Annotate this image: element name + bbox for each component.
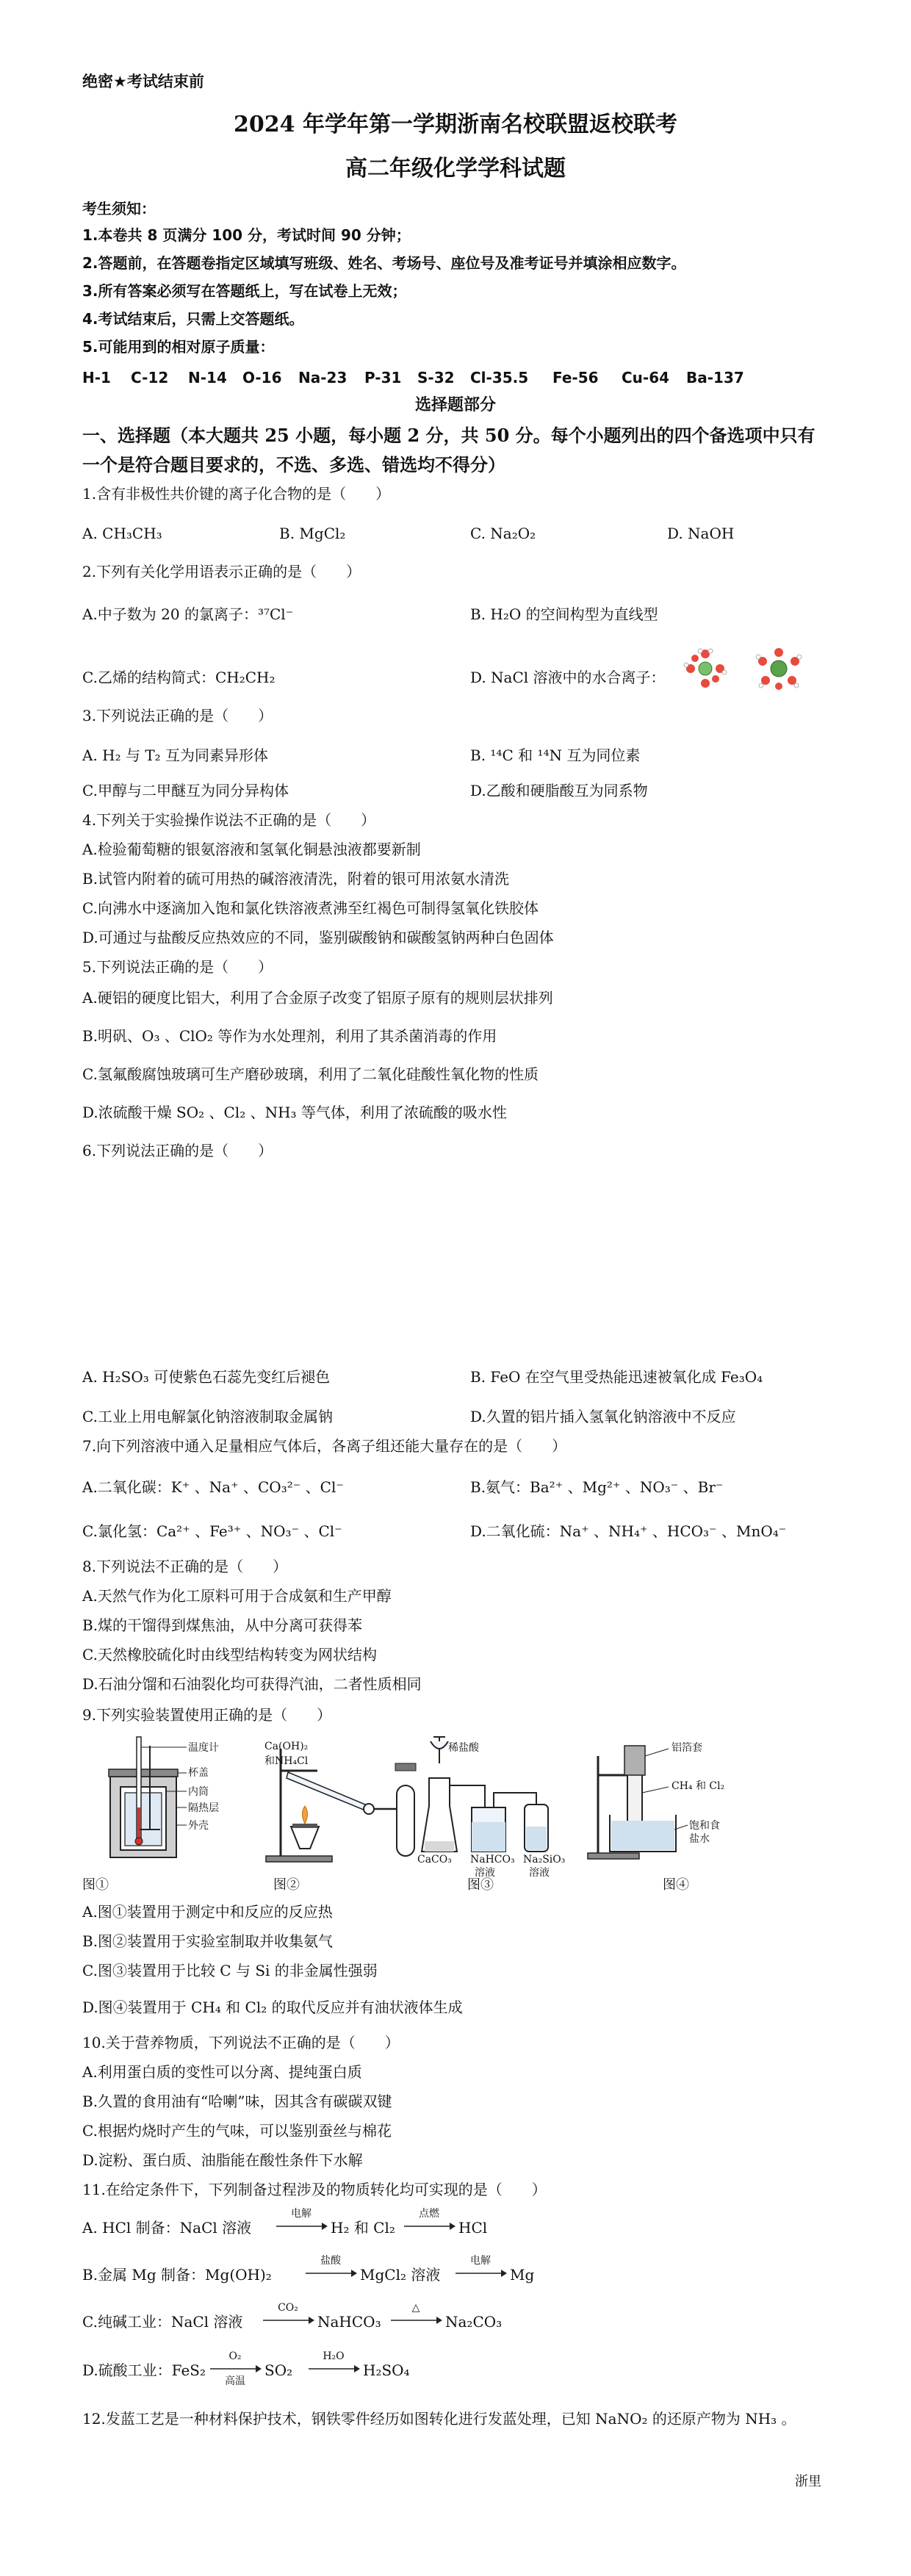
chain-product: HCl [458,2219,488,2237]
figure-1-label: 外壳 [188,1820,209,1832]
figure-3-label: 溶液 [529,1867,550,1879]
figure-4-label: CH₄ 和 Cl₂ [671,1780,725,1792]
question-option: C.氯化氢：Ca²⁺ 、Fe³⁺ 、NO₃⁻ 、Cl⁻ [82,1522,342,1540]
question-option: A.硬铝的硬度比铝大，利用了合金原子改变了铝原子原有的规则层状排列 [82,989,553,1007]
notice-heading: 考生须知： [82,200,156,217]
arrow-condition: 高温 [225,2375,245,2387]
chain-product: Mg [510,2266,535,2284]
question-stem: 9.下列实验装置使用正确的是（ ） [82,1706,332,1724]
figure-caption: 图③ [467,1877,494,1893]
question-option: B. MgCl₂ [279,525,346,542]
atomic-mass: C-12 [131,369,169,386]
chain-product: H₂SO₄ [363,2361,410,2379]
question-option: D.二氧化硫：Na⁺ 、NH₄⁺ 、HCO₃⁻ 、MnO₄⁻ [470,1522,787,1540]
atomic-mass: O-16 [242,369,282,386]
question-option: B. FeO 在空气里受热能迅速被氧化成 Fe₃O₄ [470,1368,763,1386]
atomic-mass: P-31 [364,369,402,386]
figure-4-label: 铝箔套 [671,1742,702,1754]
figure-caption: 图④ [663,1877,689,1893]
question-option: D.硫酸工业：FeS₂ [82,2361,206,2379]
question-option: A.中子数为 20 的氯离子：³⁷Cl⁻ [82,605,294,623]
question-option: A.图①装置用于测定中和反应的反应热 [82,1903,333,1921]
question-option: C.图③装置用于比较 C 与 Si 的非金属性强弱 [82,1962,378,1979]
arrow-condition: H₂O [323,2350,345,2362]
figure-2-label: 和NH₄Cl [264,1755,309,1767]
notice-item: 1.本卷共 8 页满分 100 分，考试时间 90 分钟； [82,226,411,244]
figure-3-label: 溶液 [475,1867,495,1879]
question-option: C.甲醇与二甲醚互为同分异构体 [82,782,289,799]
figure-2-label: Ca(OH)₂ [264,1741,309,1752]
atomic-mass: Cu-64 [622,369,670,386]
exam-title: 2024 年学年第一学期浙南名校联盟返校联考 [234,112,677,137]
figure-3-label: Na₂SiO₃ [523,1854,566,1866]
confidential-mark: 绝密★考试结束前 [82,73,204,90]
question-stem: 11.在给定条件下，下列制备过程涉及的物质转化均可实现的是（ ） [82,2181,547,2198]
arrow-condition: 电解 [470,2255,491,2267]
question-option: D.可通过与盐酸反应热效应的不同，鉴别碳酸钠和碳酸氢钠两种白色固体 [82,929,554,946]
figure-4-substitution-apparatus [580,1734,742,1866]
question-option: A. HCl 制备：NaCl 溶液 [82,2219,252,2237]
figure-4-label: 盐水 [689,1833,710,1845]
section-heading: 一个是符合题目要求的，不选、多选、错选均不得分） [82,454,505,475]
question-option: A. H₂SO₃ 可使紫色石蕊先变红后褪色 [82,1368,331,1386]
page-footer: 浙里 [795,2474,821,2489]
part-title: 选择题部分 [414,396,496,414]
hydrated-chloride-ion [756,648,802,690]
reaction-arrow [306,2269,357,2278]
figure-1-label: 内筒 [188,1786,209,1798]
chain-product: MgCl₂ 溶液 [360,2266,441,2284]
chain-product: H₂ 和 Cl₂ [331,2219,395,2237]
question-option: D.乙酸和硬脂酸互为同系物 [470,782,648,799]
reaction-arrow [210,2364,262,2373]
section-heading: 一、选择题（本大题共 25 小题，每小题 2 分，共 50 分。每个小题列出的四个备选项中只有 [82,425,815,446]
question-option: D.淀粉、蛋白质、油脂能在酸性条件下水解 [82,2151,363,2169]
question-stem: 7.向下列溶液中通入足量相应气体后，各离子组还能大量存在的是（ ） [82,1437,567,1455]
question-option: B.煤的干馏得到煤焦油，从中分离可获得苯 [82,1616,363,1634]
figure-caption: 图② [273,1877,300,1893]
question-option: C.向沸水中逐滴加入饱和氯化铁溶液煮沸至红褐色可制得氢氧化铁胶体 [82,899,539,917]
question-stem: 1.含有非极性共价键的离子化合物的是（ ） [82,485,391,503]
notice-item: 2.答题前，在答题卷指定区域填写班级、姓名、考场号、座位号及准考证号并填涂相应数字。 [82,254,686,272]
question-option: C.纯碱工业：NaCl 溶液 [82,2313,243,2331]
arrow-condition: 电解 [291,2208,312,2220]
figure-3-label: CaCO₃ [417,1854,452,1866]
question-stem: 10.关于营养物质，下列说法不正确的是（ ） [82,2034,400,2051]
hydrated-sodium-ion [684,649,727,688]
question-stem: 12.发蓝工艺是一种材料保护技术，钢铁零件经历如图转化进行发蓝处理，已知 NaNO₂ 的还原产物为 NH₃ 。 [82,2410,796,2428]
question-stem: 4.下列关于实验操作说法不正确的是（ ） [82,811,376,829]
question-option: A. H₂ 与 T₂ 互为同素异形体 [82,746,269,764]
question-option: D.久置的铝片插入氢氧化钠溶液中不反应 [470,1408,736,1425]
question-option: C.天然橡胶硫化时由线型结构转变为网状结构 [82,1646,377,1663]
question-stem: 6.下列说法正确的是（ ） [82,1142,273,1159]
question-option: B.金属 Mg 制备：Mg(OH)₂ [82,2266,272,2284]
notice-item: 3.所有答案必须写在答题纸上，写在试卷上无效； [82,282,407,300]
figure-3-label: 稀盐酸 [448,1742,479,1754]
arrow-condition: O₂ [228,2350,242,2362]
reaction-arrow [263,2316,314,2325]
question-stem: 8.下列说法不正确的是（ ） [82,1558,288,1575]
question-option: B.图②装置用于实验室制取并收集氨气 [82,1932,334,1950]
atomic-mass: Cl-35.5 [470,369,529,386]
figure-1-label: 杯盖 [188,1767,209,1779]
reaction-arrow [276,2222,328,2231]
chain-product: Na₂CO₃ [445,2313,503,2331]
question-option: B.氨气：Ba²⁺ 、Mg²⁺ 、NO₃⁻ 、Br⁻ [470,1478,724,1496]
figure-4-label: 饱和食 [689,1820,720,1832]
question-option: D.石油分馏和石油裂化均可获得汽油，二者性质相同 [82,1675,422,1693]
question-option: C.氢氟酸腐蚀玻璃可生产磨砂玻璃，利用了二氧化硅酸性氧化物的性质 [82,1065,539,1083]
question-stem: 3.下列说法正确的是（ ） [82,707,273,724]
hydrated-ion-figure [676,645,823,692]
question-option: A.天然气作为化工原料可用于合成氨和生产甲醇 [82,1587,392,1605]
question-option: B. H₂O 的空间构型为直线型 [470,605,658,623]
arrow-condition: 点燃 [419,2208,439,2220]
question-option: B.久置的食用油有“哈喇”味，因其含有碳碳双键 [82,2093,392,2110]
exam-subtitle: 高二年级化学学科试题 [345,156,566,181]
arrow-condition: CO₂ [278,2302,298,2314]
question-option: C.乙烯的结构简式：CH₂CH₂ [82,669,276,686]
figure-1-label: 隔热层 [188,1802,219,1814]
atomic-mass: Ba-137 [686,369,744,386]
notice-item: 5.可能用到的相对原子质量： [82,338,275,356]
question-option: B. ¹⁴C 和 ¹⁴N 互为同位素 [470,746,641,764]
atomic-mass: Fe-56 [552,369,599,386]
figure-3-label: NaHCO₃ [470,1854,515,1866]
question-option: B.明矾、O₃ 、ClO₂ 等作为水处理剂，利用了其杀菌消毒的作用 [82,1027,497,1045]
arrow-condition: 盐酸 [320,2255,341,2267]
notice-item: 4.考试结束后，只需上交答题纸。 [82,310,304,328]
question-option: C.根据灼烧时产生的气味，可以鉴别蚕丝与棉花 [82,2122,392,2140]
arrow-condition: △ [411,2302,420,2314]
question-option: D.浓硫酸干燥 SO₂ 、Cl₂ 、NH₃ 等气体，利用了浓硫酸的吸水性 [82,1104,507,1121]
reaction-arrow [309,2364,360,2373]
reaction-arrow [455,2269,507,2278]
question-option: A.利用蛋白质的变性可以分离、提纯蛋白质 [82,2063,362,2081]
reaction-arrow [404,2222,455,2231]
question-option: D.图④装置用于 CH₄ 和 Cl₂ 的取代反应并有油状液体生成 [82,1998,463,2016]
question-stem: 5.下列说法正确的是（ ） [82,958,273,976]
atomic-mass: Na-23 [298,369,348,386]
question-stem: 2.下列有关化学用语表示正确的是（ ） [82,563,361,580]
figure-3-acidity-apparatus [411,1734,595,1866]
question-option: B.试管内附着的硫可用热的碱溶液清洗，附着的银可用浓氨水清洗 [82,870,510,888]
question-option: D. NaCl 溶液中的水合离子： [470,669,666,686]
question-option: C.工业上用电解氯化钠溶液制取金属钠 [82,1408,333,1425]
figure-caption: 图① [82,1877,109,1893]
atomic-mass: N-14 [188,369,227,386]
figure-1-label: 温度计 [188,1742,219,1754]
question-option: D. NaOH [667,525,735,542]
atomic-mass: S-32 [417,369,455,386]
chain-product: SO₂ [264,2361,293,2379]
question-option: C. Na₂O₂ [470,525,536,542]
reaction-arrow [391,2316,442,2325]
chain-product: NaHCO₃ [317,2313,381,2331]
atomic-mass: H-1 [82,369,111,386]
question-option: A.二氧化碳：K⁺ 、Na⁺ 、CO₃²⁻ 、Cl⁻ [82,1478,344,1496]
question-option: A. CH₃CH₃ [82,525,162,542]
question-option: A.检验葡萄糖的银氨溶液和氢氧化铜悬浊液都要新制 [82,841,421,858]
